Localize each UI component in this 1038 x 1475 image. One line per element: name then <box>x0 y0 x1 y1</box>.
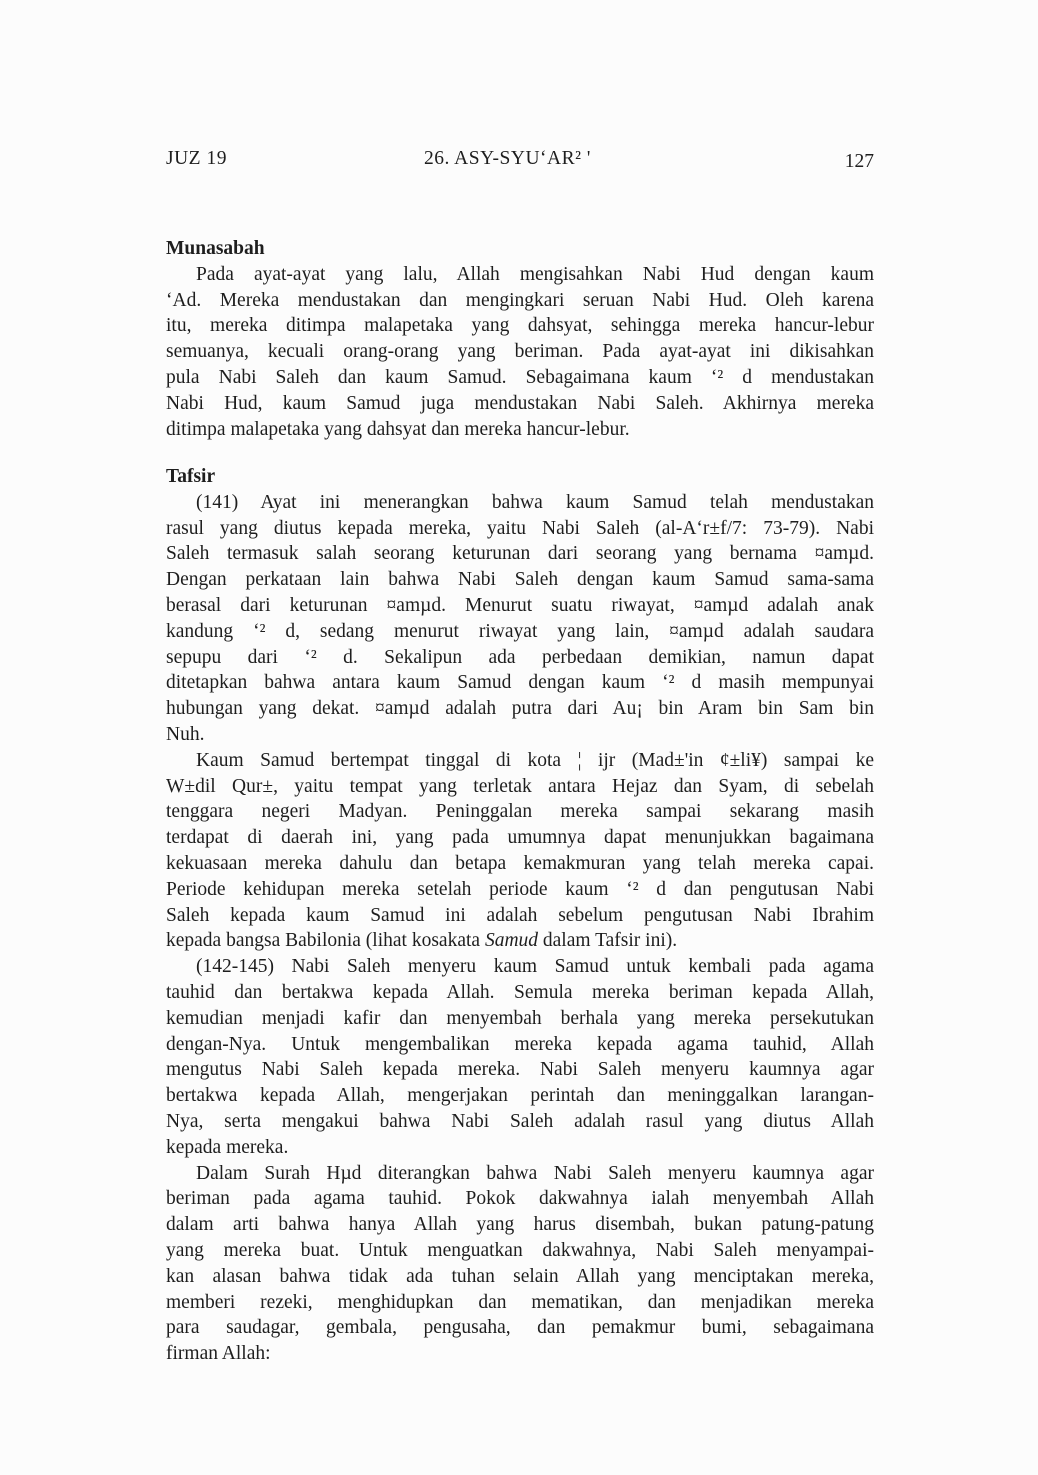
text-line: para saudagar, gembala, pengusaha, dan pemakmur bumi, sebagaimana <box>166 1317 874 1339</box>
text-line: memberi rezeki, menghidupkan dan mematikan, dan menjadikan mereka <box>166 1291 874 1313</box>
text-line: kekuasaan mereka dahulu dan betapa kemakmuran yang telah mereka capai. <box>166 852 874 874</box>
tafsir-heading: Tafsir <box>166 466 216 487</box>
text-line: yang mereka buat. Untuk menguatkan dakwahnya, Nabi Saleh menyampai- <box>166 1239 874 1261</box>
text-line: Nya, serta mengakui bahwa Nabi Saleh adalah rasul yang diutus Allah <box>166 1110 874 1132</box>
text-line: tenggara negeri Madyan. Peninggalan mereka sampai sekarang masih <box>166 801 874 823</box>
italic-term: Samud <box>484 930 539 952</box>
text-line: firman Allah: <box>166 1343 271 1365</box>
text-line: kan alasan bahwa tidak ada tuhan selain Allah yang menciptakan mereka, <box>166 1265 874 1287</box>
text-line: dengan-Nya. Untuk mengembalikan mereka kepada agama tauhid, Allah <box>166 1033 874 1055</box>
text-line: kepada mereka. <box>166 1136 289 1158</box>
text-line: Saleh termasuk salah seorang keturunan dari seorang yang bernama ¤amµd. <box>166 543 874 565</box>
section-tafsir <box>166 464 874 1367</box>
tafsir-paragraph-kaum-samud <box>166 748 874 954</box>
text-line: hubungan yang dekat. ¤amµd adalah putra dari Au¡ bin Aram bin Sam bin <box>166 698 874 720</box>
section-munasabah <box>166 236 874 442</box>
text-segment: kepada bangsa Babilonia (lihat kosakata <box>166 930 485 952</box>
text-line: pula Nabi Saleh dan kaum Samud. Sebagaimana kaum ‘² d mendustakan <box>166 366 874 388</box>
text-line: kandung ‘² d, sedang menurut riwayat yang lain, ¤amµd adalah saudara <box>166 620 874 642</box>
page-header <box>166 146 874 174</box>
text-line: Nuh. <box>166 723 205 745</box>
text-line: itu, mereka ditimpa malapetaka yang dahsyat, sehingga mereka hancur-lebur <box>166 315 874 337</box>
text-line: W±dil Qur±, yaitu tempat yang terletak antara Hejaz dan Syam, di sebelah <box>166 775 874 797</box>
text-line: Saleh kepada kaum Samud ini adalah sebelum pengutusan Nabi Ibrahim <box>166 904 874 926</box>
text-line: bertakwa kepada Allah, mengerjakan perintah dan meninggalkan larangan- <box>166 1085 874 1107</box>
text-line: beriman pada agama tauhid. Pokok dakwahnya ialah menyembah Allah <box>166 1188 874 1210</box>
text-segment: dalam Tafsir ini). <box>538 930 678 952</box>
text-line: tauhid dan bertakwa kepada Allah. Semula mereka beriman kepada Allah, <box>166 981 874 1003</box>
text-line: Pada ayat-ayat yang lalu, Allah mengisahkan Nabi Hud dengan kaum <box>196 263 874 285</box>
text-line: berasal dari keturunan ¤amµd. Menurut suatu riwayat, ¤amµd adalah anak <box>166 594 874 616</box>
surah-title: 26. ASY-SYU‘AR² ' <box>424 148 591 169</box>
tafsir-paragraph-141 <box>166 490 874 748</box>
text-line: semuanya, kecuali orang-orang yang beriman. Pada ayat-ayat ini dikisahkan <box>166 341 874 363</box>
text-line: Periode kehidupan mereka setelah periode kaum ‘² d dan pengutusan Nabi <box>166 878 874 900</box>
tafsir-paragraph-surah-hud <box>166 1161 874 1367</box>
tafsir-paragraph-142-145 <box>166 954 874 1160</box>
text-line: (142-145) Nabi Saleh menyeru kaum Samud untuk kembali pada agama <box>196 956 874 978</box>
text-line: Nabi Hud, kaum Samud juga mendustakan Nabi Saleh. Akhirnya mereka <box>166 392 874 414</box>
text-line: dalam arti bahwa hanya Allah yang harus disembah, bukan patung-patung <box>166 1214 874 1236</box>
text-line: rasul yang diutus kepada mereka, yaitu Nabi Saleh (al-A‘r±f/7: 73-79). Nabi <box>166 517 874 539</box>
munasabah-heading: Munasabah <box>166 238 265 259</box>
munasabah-paragraph <box>166 262 874 443</box>
text-line: Dengan perkataan lain bahwa Nabi Saleh dengan kaum Samud sama-sama <box>166 569 874 591</box>
text-line: mengutus Nabi Saleh kepada mereka. Nabi Saleh menyeru kaumnya agar <box>166 1059 874 1081</box>
text-line: ‘Ad. Mereka mendustakan dan mengingkari seruan Nabi Hud. Oleh karena <box>166 289 874 311</box>
juz-label: JUZ 19 <box>166 148 227 169</box>
text-line <box>166 928 874 954</box>
text-line: Kaum Samud bertempat tinggal di kota ¦ ijr (Mad±'in ¢±li¥) sampai ke <box>196 749 874 771</box>
text-line: (141) Ayat ini menerangkan bahwa kaum Samud telah mendustakan <box>196 491 874 513</box>
text-line: terdapat di daerah ini, yang pada umumnya dapat menunjukkan bagaimana <box>166 827 874 849</box>
text-line: sepupu dari ‘² d. Sekalipun ada perbedaan demikian, namun dapat <box>166 646 874 668</box>
text-line: ditimpa malapetaka yang dahsyat dan mereka hancur-lebur. <box>166 418 630 440</box>
text-line: ditetapkan bahwa antara kaum Samud dengan kaum ‘² d masih mempunyai <box>166 672 874 694</box>
page-number: 127 <box>844 151 874 172</box>
text-line: Dalam Surah Hµd diterangkan bahwa Nabi Saleh menyeru kaumnya agar <box>196 1162 874 1184</box>
text-line: kemudian menjadi kafir dan menyembah berhala yang mereka persekutukan <box>166 1007 874 1029</box>
